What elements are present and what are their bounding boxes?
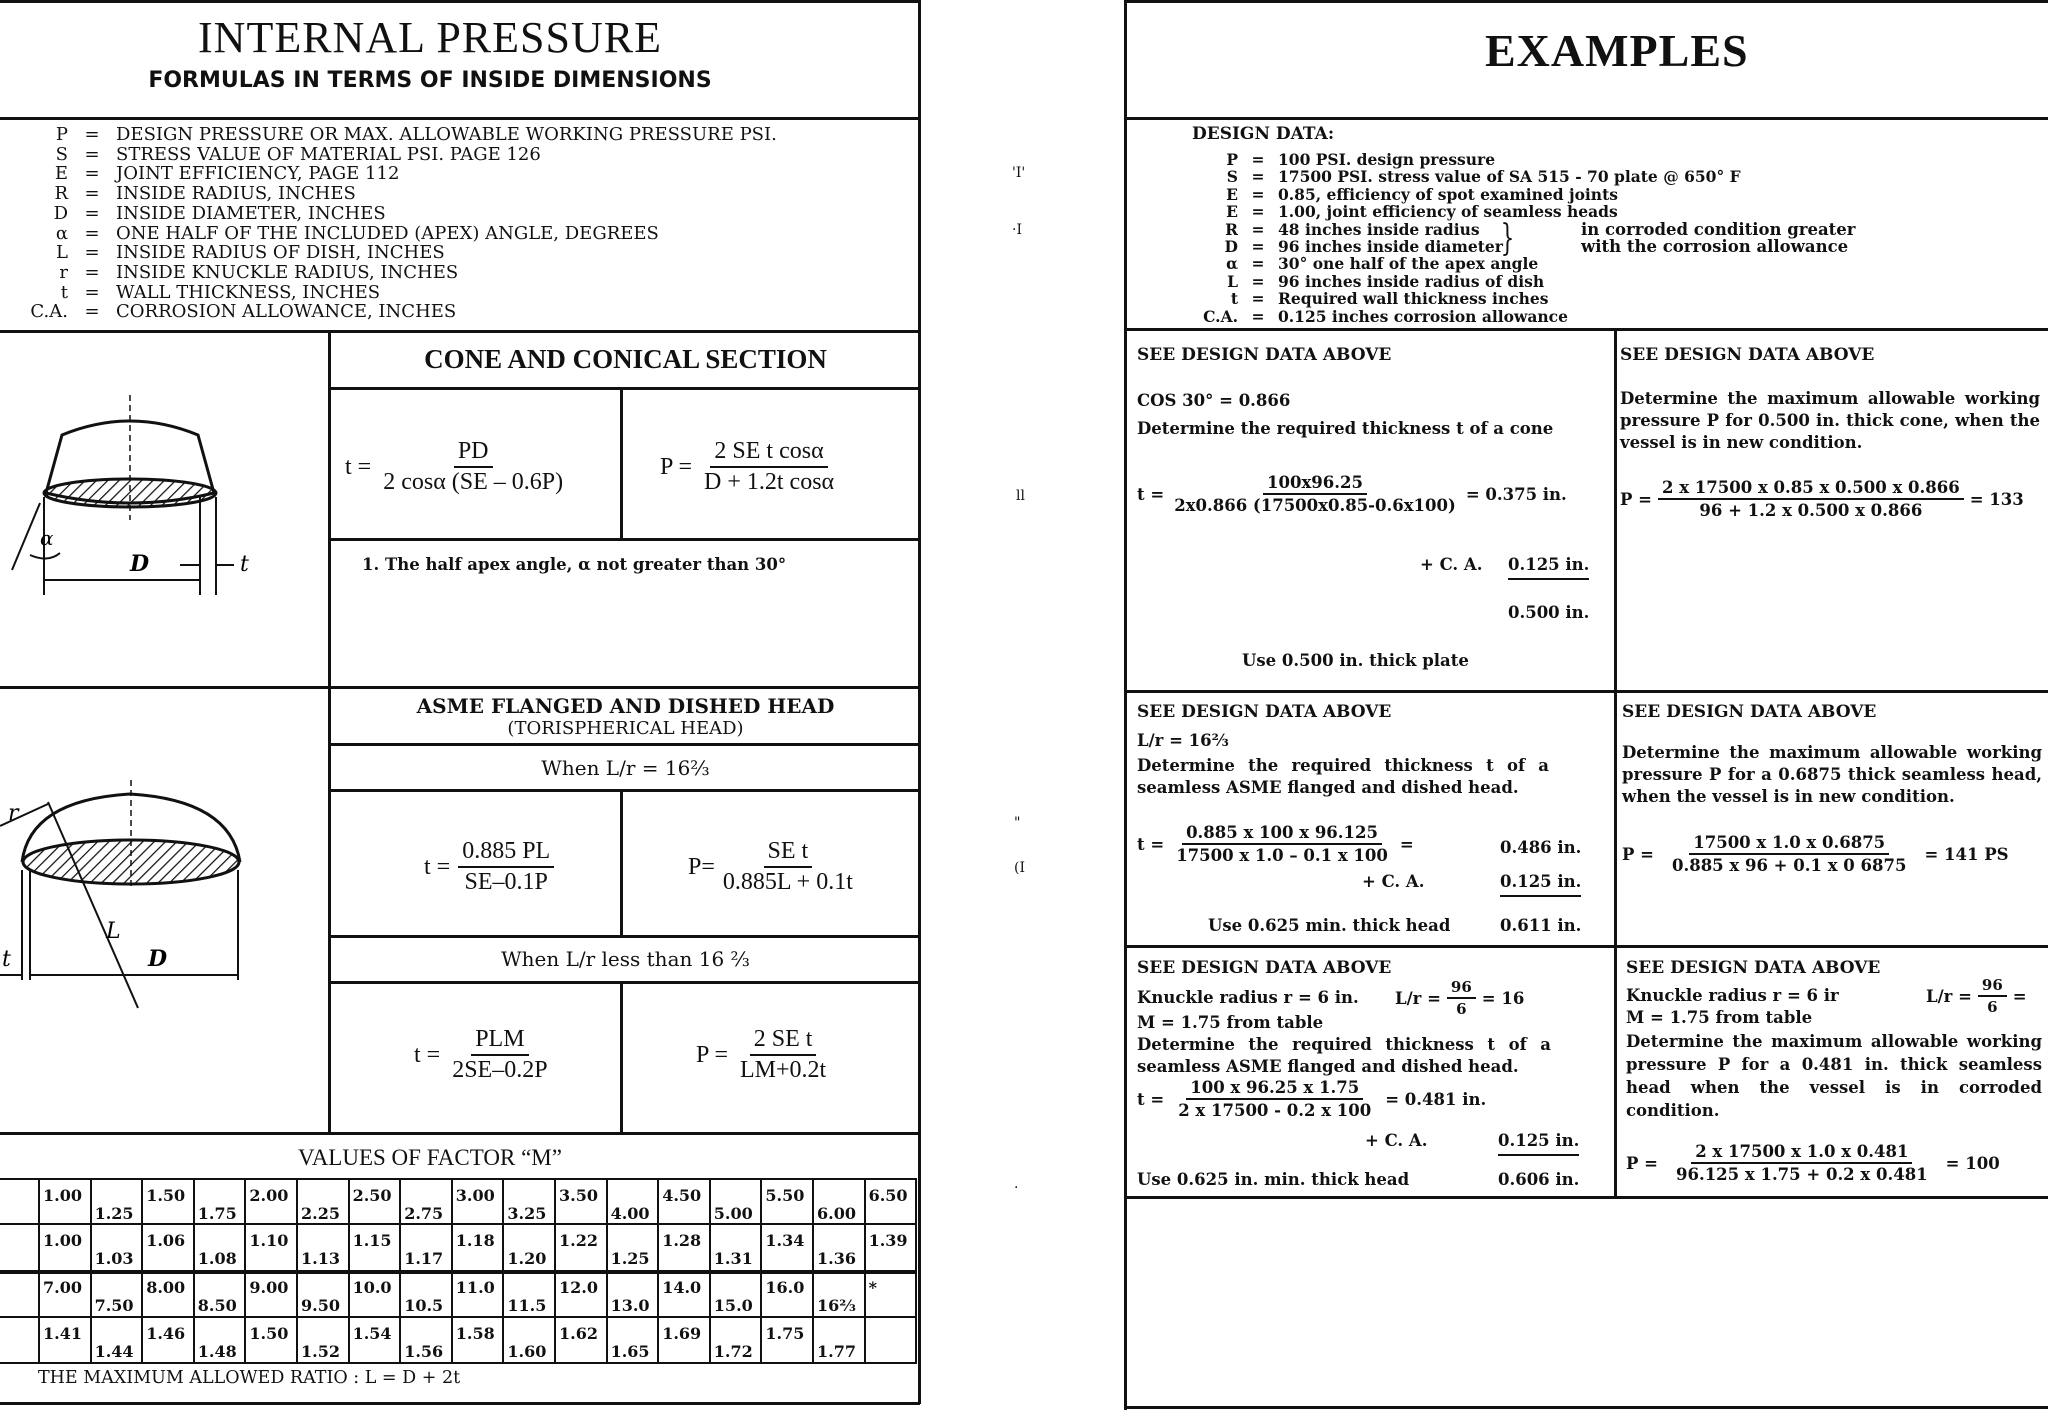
design-data-row (1188, 185, 1618, 204)
left-subtitle: FORMULAS IN TERMS OF INSIDE DIMENSIONS (148, 68, 712, 93)
design-symbol: E (1226, 184, 1238, 204)
table-cell: 1.17 (404, 1249, 444, 1268)
legend-description: JOINT EFFICIENCY, PAGE 112 (116, 163, 400, 185)
formula: t = $\frac{0.885 x 100 x 96.125}{17500 x 1.0 - 0.1 x 100}$ = (1137, 823, 1414, 865)
table-cell: 3.00 (455, 1186, 495, 1205)
legend-description: INSIDE KNUCKLE RADIUS, INCHES (116, 261, 459, 283)
design-data-row (1188, 289, 1549, 308)
formula: t = $\frac{100 x 96.25 x 1.75}{2 x 17500 - 0.2 x 100}$ = 0.481 in. (1137, 1078, 1487, 1120)
legend-row (0, 282, 380, 303)
table-rule (90, 1178, 92, 1364)
legend-symbol: C.A. (30, 301, 68, 323)
design-symbol: α (1226, 254, 1238, 274)
design-description: Required wall thickness inches (1278, 289, 1549, 309)
table-cell: 2.50 (352, 1186, 392, 1205)
design-description: 96 inches inside radius of dish (1278, 271, 1545, 291)
table-rule (554, 1178, 556, 1364)
result-value: 0.486 in. (1500, 838, 1582, 857)
table-cell: 12.0 (559, 1278, 598, 1297)
design-symbol: t (1230, 289, 1238, 309)
table-cell: 1.72 (713, 1342, 753, 1361)
table-cell: 1.54 (352, 1324, 392, 1343)
table-cell: 1.15 (352, 1231, 392, 1250)
table-cell: 1.25 (610, 1249, 650, 1268)
table-cell: 11.5 (507, 1296, 547, 1315)
example-heading: SEE DESIGN DATA ABOVE (1620, 345, 1875, 365)
table-rule (0, 1362, 915, 1364)
table-cell: 1.75 (765, 1324, 805, 1343)
design-data-row (1188, 307, 1568, 326)
legend-row (0, 223, 659, 244)
table-cell: 1.56 (404, 1342, 444, 1361)
task-text: Determine the maximum allowable working pressure P for a 0.6875 thick seamless head, when the vessel is in new condition. (1622, 743, 2042, 806)
design-data-row (1188, 220, 1480, 239)
example-heading: SEE DESIGN DATA ABOVE (1137, 702, 1392, 722)
table-cell: 6.00 (817, 1204, 856, 1223)
design-equals: = (1251, 289, 1265, 309)
legend-row (0, 301, 456, 322)
table-rule (709, 1178, 711, 1364)
table-cell: 1.28 (662, 1231, 702, 1250)
example-heading: SEE DESIGN DATA ABOVE (1622, 702, 1877, 722)
table-cell: 1.22 (559, 1231, 598, 1250)
design-equals: = (1251, 167, 1265, 187)
fig-thickness-label: t (240, 552, 249, 577)
table-rule (296, 1178, 298, 1364)
total-value: 0.606 in. (1498, 1170, 1580, 1189)
legend-equals: = (84, 163, 100, 185)
table-cell: 1.31 (713, 1249, 753, 1268)
design-symbol: P (1226, 150, 1238, 169)
design-data-row (1188, 272, 1544, 291)
formula: P = $\frac{2 x 17500 x 0.85 x 0.500 x 0.866}{96 + 1.2 x 0.500 x 0.866}$ = 133 (1620, 478, 2024, 520)
table-cell: 6.50 (868, 1186, 908, 1205)
legend-symbol: t (60, 281, 68, 303)
task-text: Determine the required thickness t of a seamless ASME flanged and dished head. (1137, 756, 1549, 797)
legend-symbol: α (55, 222, 68, 244)
table-rule (0, 1178, 915, 1180)
ca-value: 0.125 in. (1498, 1131, 1579, 1156)
head-thickness-formula-2: t = $\frac{\text{PLM}}{2SE-0.2P}$ (414, 1026, 548, 1083)
table-rule (244, 1178, 246, 1364)
table-rule (193, 1178, 195, 1364)
design-description: 1.00, joint efficiency of seamless heads (1278, 202, 1618, 222)
table-cell: 1.34 (765, 1231, 805, 1250)
design-equals: = (1251, 184, 1265, 204)
table-cell: 1.58 (455, 1324, 495, 1343)
table-cell: 1.39 (868, 1231, 908, 1250)
total-value: 0.500 in. (1508, 603, 1590, 622)
head-heading: ASME FLANGED AND DISHED HEAD (416, 694, 835, 718)
table-cell: 15.0 (713, 1296, 753, 1315)
legend-description: ONE HALF OF THE INCLUDED (APEX) ANGLE, DEGREES (116, 222, 659, 244)
right-title: EXAMPLES (1485, 25, 1749, 76)
table-cell: 5.00 (713, 1204, 753, 1223)
design-data-row (1188, 167, 1741, 186)
use-text: Use 0.625 min. thick head (1208, 916, 1451, 935)
table-cell: 4.00 (610, 1204, 650, 1223)
table-cell: 1.41 (43, 1324, 82, 1343)
fig-dish-label: L (106, 919, 121, 944)
design-description: 0.125 inches corrosion allowance (1278, 306, 1568, 326)
table-cell: 16⅔ (817, 1296, 856, 1315)
legend-description: DESIGN PRESSURE OR MAX. ALLOWABLE WORKING PRESSURE PSI. (116, 124, 777, 145)
fig-diameter-label: D (148, 946, 168, 972)
table-cell: 4.50 (662, 1186, 702, 1205)
design-symbol: D (1224, 237, 1238, 256)
design-equals: = (1251, 306, 1265, 326)
table-cell: 1.60 (507, 1342, 547, 1361)
table-cell: 1.10 (249, 1231, 289, 1250)
legend-symbol: P (55, 124, 68, 145)
table-cell: 11.0 (455, 1278, 495, 1297)
legend-row (0, 203, 386, 224)
table-cell: 1.62 (559, 1324, 598, 1343)
design-symbol: E (1226, 202, 1238, 222)
design-data-row (1188, 237, 1503, 256)
table-cell: 10.5 (404, 1296, 444, 1315)
legend-symbol: D (53, 202, 68, 224)
legend-equals: = (84, 281, 100, 303)
table-cell: 1.75 (197, 1204, 237, 1223)
example-heading: SEE DESIGN DATA ABOVE (1626, 958, 1881, 978)
cone-thickness-formula: t = $\frac{PD}{2 \cos\alpha (SE - 0.6P)}$ (345, 438, 564, 495)
design-description: 96 inches inside diameter (1278, 237, 1503, 256)
design-symbol: S (1226, 167, 1238, 187)
example-heading: SEE DESIGN DATA ABOVE (1137, 958, 1392, 978)
ca-value: 0.125 in. (1500, 872, 1581, 897)
table-rule (502, 1178, 504, 1364)
gutter-mark: · (1014, 1180, 1019, 1196)
table-rule (38, 1178, 40, 1364)
design-equals: = (1251, 150, 1265, 169)
legend-symbol: S (55, 143, 68, 165)
design-equals: = (1251, 271, 1265, 291)
legend-equals: = (84, 124, 100, 145)
table-cell: 1.52 (301, 1342, 340, 1361)
fig-alpha-label: α (40, 526, 54, 550)
knuckle-text: Knuckle radius r = 6 ir (1626, 986, 1839, 1005)
ca-label: + C. A. (1365, 1131, 1428, 1150)
table-rule (657, 1178, 659, 1364)
table-rule (0, 1223, 915, 1225)
legend-description: WALL THICKNESS, INCHES (116, 281, 381, 303)
brace-note-2: with the corrosion allowance (1581, 237, 1849, 256)
table-cell: 9.50 (301, 1296, 340, 1315)
fig-thickness-label: t (2, 947, 11, 972)
task-text: Determine the required thickness t of a seamless ASME flanged and dished head. (1137, 1035, 1551, 1076)
table-cell: 2.25 (301, 1204, 340, 1223)
design-equals: = (1251, 254, 1265, 274)
task-text: Determine the maximum allowable working pressure P for 0.500 in. thick cone, when the vessel is in new condition. (1620, 389, 2040, 452)
table-cell: 3.25 (507, 1204, 547, 1223)
legend-row (0, 183, 356, 204)
legend-symbol: r (59, 261, 68, 283)
fig-diameter-label: D (130, 551, 150, 577)
table-rule (606, 1178, 608, 1364)
legend-equals: = (84, 202, 100, 224)
gutter-mark: 'I' (1012, 165, 1026, 181)
cone-note: 1. The half apex angle, α not greater than 30° (362, 555, 787, 574)
task-text: Determine the maximum allowable working pressure P for a 0.481 in. thick seamless head when the vessel is in corroded condition. (1626, 1032, 2042, 1120)
head-diagram (0, 780, 325, 1010)
table-cell: 1.48 (197, 1342, 237, 1361)
cone-pressure-formula: P = $\frac{\text{2 SE t cosα}}{\text{D + 1.2t cosα}}$ (660, 438, 835, 495)
table-cell: 8.00 (146, 1278, 186, 1297)
design-symbol: R (1225, 219, 1238, 239)
head-subheading: (TORISPHERICAL HEAD) (507, 718, 744, 739)
formula: t = $\frac{100x96.25}{2x0.866 (17500x0.85-0.6x100)}$ = 0.375 in. (1137, 473, 1567, 515)
table-cell: 1.08 (197, 1249, 237, 1268)
gutter-mark: ll (1016, 488, 1025, 504)
legend-equals: = (84, 222, 100, 244)
m-text: M = 1.75 from table (1626, 1008, 1813, 1027)
formula: P = $\frac{17500 x 1.0 x 0.6875}{0.885 x 96 + 0.1 x 0 6875}$ = 141 PS (1622, 833, 2009, 875)
legend-row (0, 163, 399, 184)
design-data-row (1188, 150, 1495, 169)
table-cell: 1.65 (610, 1342, 650, 1361)
design-description: 30° one half of the apex angle (1278, 254, 1539, 274)
ca-value: 0.125 in. (1508, 555, 1589, 580)
table-rule (348, 1178, 350, 1364)
gutter-mark: " (1014, 815, 1021, 831)
design-equals: = (1251, 219, 1265, 239)
design-description: 100 PSI. design pressure (1278, 150, 1496, 169)
table-cell: 1.50 (146, 1186, 186, 1205)
table-rule (760, 1178, 762, 1364)
design-heading: DESIGN DATA: (1192, 124, 1335, 144)
table-cell: 1.00 (43, 1186, 82, 1205)
design-data-row (1188, 202, 1618, 221)
table-cell: 1.50 (249, 1324, 289, 1343)
legend-row (0, 124, 777, 145)
table-cell: 10.0 (352, 1278, 392, 1297)
table-cell: 9.00 (249, 1278, 289, 1297)
design-symbol: C.A. (1203, 306, 1238, 326)
table-cell: 7.50 (94, 1296, 134, 1315)
table-cell: 3.50 (559, 1186, 598, 1205)
head-pressure-formula-1: P= $\frac{\text{SE t}}{0.885L + 0.1t}$ (688, 838, 853, 895)
legend-description: INSIDE RADIUS OF DISH, INCHES (116, 242, 445, 264)
table-cell: 2.75 (404, 1204, 444, 1223)
table-rule (141, 1178, 143, 1364)
head-thickness-formula-1: t = $\frac{0.885 PL}{SE-0.1P}$ (424, 838, 554, 896)
legend-equals: = (84, 261, 100, 283)
design-brace: } (1500, 218, 1515, 259)
head-pressure-formula-2: P = $\frac{\text{2 SE t}}{LM+0.2t}$ (696, 1026, 827, 1083)
table-cell: 1.36 (817, 1249, 856, 1268)
ratio-formula: L/r = $\frac{96}{6}$ = 16 (1395, 978, 1525, 1018)
use-text: Use 0.625 in. min. thick head (1137, 1170, 1410, 1189)
table-cell: 5.50 (765, 1186, 805, 1205)
table-cell: 1.20 (507, 1249, 547, 1268)
table-cell: 2.00 (249, 1186, 289, 1205)
table-rule (864, 1178, 866, 1364)
legend-equals: = (84, 143, 100, 165)
ratio-formula: L/r = $\frac{96}{6}$ = (1926, 976, 2027, 1016)
table-rule (451, 1178, 453, 1364)
example-heading: SEE DESIGN DATA ABOVE (1137, 345, 1392, 365)
design-equals: = (1251, 202, 1265, 222)
m-text: M = 1.75 from table (1137, 1013, 1324, 1032)
factor-m-footnote: THE MAXIMUM ALLOWED RATIO : L = D + 2t (38, 1368, 461, 1388)
table-rule (915, 1178, 917, 1364)
table-rule (0, 1316, 915, 1318)
design-data-row (1188, 254, 1538, 273)
brace-note-1: in corroded condition greater (1581, 220, 1856, 239)
table-cell: 1.77 (817, 1342, 856, 1361)
cone-diagram (0, 395, 325, 615)
factor-m-heading: VALUES OF FACTOR “M” (298, 1145, 562, 1170)
table-cell: 13.0 (610, 1296, 650, 1315)
table-rule (0, 1270, 915, 1274)
head-when-less: When L/r less than 16 ⅔ (501, 947, 750, 971)
fig-knuckle-label: r (8, 801, 19, 826)
legend-row (0, 144, 541, 165)
legend-row (0, 242, 445, 263)
legend-symbol: L (56, 242, 68, 264)
table-cell: 8.50 (197, 1296, 237, 1315)
legend-equals: = (84, 183, 100, 205)
table-cell: * (868, 1278, 877, 1297)
legend-description: INSIDE RADIUS, INCHES (116, 183, 356, 205)
table-cell: 1.13 (301, 1249, 340, 1268)
table-cell: 1.03 (94, 1249, 134, 1268)
ca-label: + C. A. (1420, 555, 1483, 574)
table-cell: 1.46 (146, 1324, 186, 1343)
head-when-equal: When L/r = 16⅔ (541, 756, 710, 780)
design-symbol: L (1227, 271, 1238, 291)
left-title: INTERNAL PRESSURE (198, 13, 662, 62)
table-cell: 1.00 (43, 1231, 82, 1250)
design-description: 0.85, efficiency of spot examined joints (1278, 184, 1618, 204)
table-cell: 16.0 (765, 1278, 805, 1297)
table-cell: 1.06 (146, 1231, 186, 1250)
table-rule (399, 1178, 401, 1364)
legend-equals: = (84, 301, 100, 323)
table-cell: 14.0 (662, 1278, 702, 1297)
task-text: Determine the required thickness t of a cone (1137, 419, 1554, 438)
design-description: 48 inches inside radius (1278, 219, 1480, 239)
table-cell: 1.18 (455, 1231, 495, 1250)
gutter-mark: (I (1014, 860, 1025, 876)
design-description: 17500 PSI. stress value of SA 515 - 70 plate @ 650° F (1278, 167, 1741, 187)
legend-description: CORROSION ALLOWANCE, INCHES (116, 301, 457, 323)
table-cell: 7.00 (43, 1278, 82, 1297)
cone-heading: CONE AND CONICAL SECTION (424, 344, 827, 374)
table-cell: 1.25 (94, 1204, 134, 1223)
use-text: Use 0.500 in. thick plate (1242, 651, 1469, 670)
legend-symbol: E (54, 163, 68, 185)
legend-symbol: R (54, 183, 68, 205)
gutter-mark: ·I (1012, 222, 1022, 238)
table-cell: 1.69 (662, 1324, 702, 1343)
design-equals: = (1251, 237, 1265, 256)
ca-label: + C. A. (1362, 872, 1425, 891)
legend-description: STRESS VALUE OF MATERIAL PSI. PAGE 126 (116, 143, 541, 165)
ratio-text: L/r = 16⅔ (1137, 731, 1229, 750)
table-cell: 1.44 (94, 1342, 134, 1361)
table-rule (812, 1178, 814, 1364)
legend-equals: = (84, 242, 100, 264)
knuckle-text: Knuckle radius r = 6 in. (1137, 988, 1359, 1007)
legend-description: INSIDE DIAMETER, INCHES (116, 202, 386, 224)
total-value: 0.611 in. (1500, 916, 1582, 935)
legend-row (0, 262, 458, 283)
formula: P = $\frac{2 x 17500 x 1.0 x 0.481}{96.125 x 1.75 + 0.2 x 0.481}$ = 100 (1626, 1142, 2000, 1184)
cos-value: COS 30° = 0.866 (1137, 391, 1291, 410)
